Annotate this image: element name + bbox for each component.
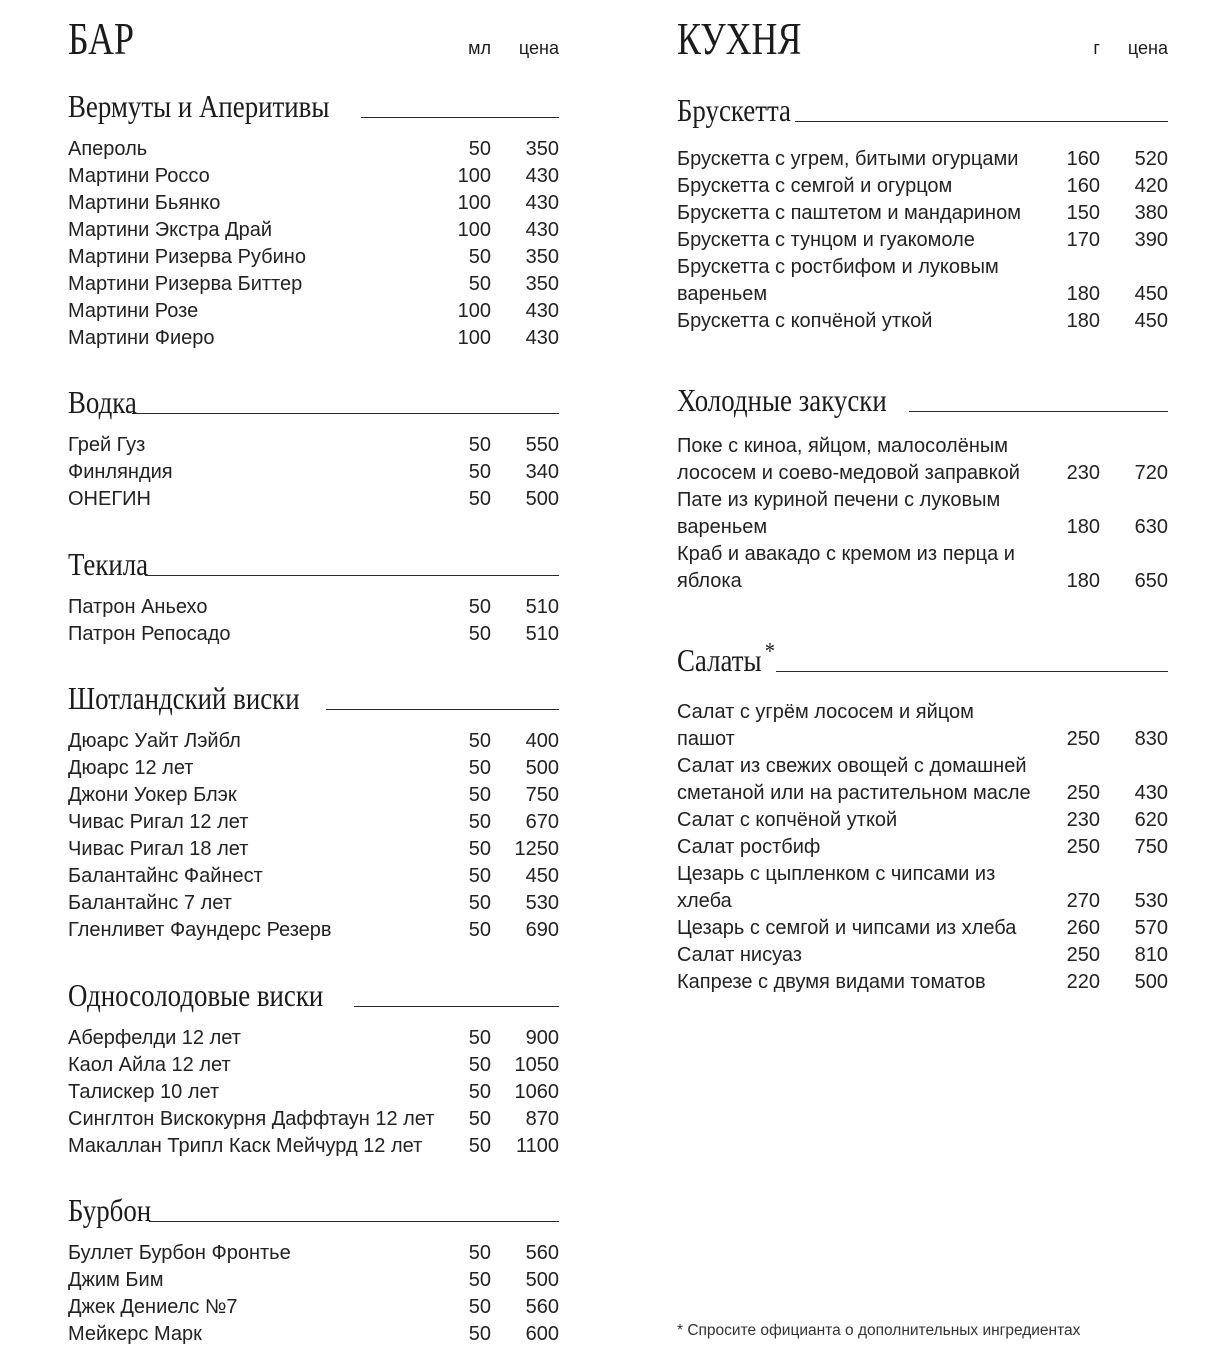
item-price: 430 [525, 327, 559, 349]
item-name: Мейкерс Марк [68, 1323, 202, 1345]
menu-item [677, 969, 1168, 996]
item-list [68, 1240, 559, 1348]
menu-item [68, 298, 559, 325]
menu-item [68, 163, 559, 190]
menu-item [677, 254, 1168, 308]
item-name: Цезарь с семгой и чипсами из хлеба [677, 917, 1017, 939]
item-name: Балантайнс 7 лет [68, 892, 232, 914]
section-bar-1 [68, 382, 559, 510]
item-quantity: 50 [468, 246, 491, 268]
section-kitchen-2 [677, 639, 1168, 993]
item-price: 430 [525, 165, 559, 187]
item-quantity: 50 [468, 730, 491, 752]
item-price: 500 [525, 1269, 559, 1291]
section-title-text: Вермуты и Аперитивы [68, 88, 330, 124]
item-quantity: 260 [1066, 917, 1100, 939]
item-quantity: 180 [1066, 310, 1100, 332]
item-name: Макаллан Трипл Каск Мейчурд 12 лет [68, 1135, 423, 1157]
item-name: Мартини Россо [68, 165, 210, 187]
menu-item [68, 459, 559, 486]
item-name: Поке с киноа, яйцом, малосолёным лососем и соево-медовой заправкой [677, 435, 1020, 484]
section-bar-3 [68, 678, 559, 941]
item-price: 530 [525, 892, 559, 914]
bar-header [68, 12, 559, 72]
item-price: 430 [1134, 782, 1168, 804]
menu-item [677, 433, 1168, 487]
item-price: 510 [525, 623, 559, 645]
item-quantity: 50 [468, 1054, 491, 1076]
section-title [68, 979, 323, 1011]
section-kitchen-1 [677, 380, 1168, 592]
item-quantity: 150 [1066, 202, 1100, 224]
menu-item [677, 173, 1168, 200]
menu-item [68, 728, 559, 755]
item-name: Чивас Ригал 18 лет [68, 838, 249, 860]
menu-item [68, 1106, 559, 1133]
item-price: 1060 [514, 1081, 559, 1103]
section-title-text: Односолодовые виски [68, 977, 324, 1013]
menu-item [68, 1079, 559, 1106]
menu-item [68, 836, 559, 863]
item-name: Синглтон Вискокурня Даффтаун 12 лет [68, 1108, 435, 1130]
item-price: 600 [525, 1323, 559, 1345]
bar-qty-header: мл [468, 38, 491, 58]
menu-item [68, 325, 559, 352]
item-quantity: 50 [468, 757, 491, 779]
item-quantity: 50 [468, 865, 491, 887]
item-price: 520 [1134, 148, 1168, 170]
menu-item [68, 621, 559, 648]
menu-item [68, 190, 559, 217]
item-quantity: 250 [1066, 836, 1100, 858]
menu-item [68, 432, 559, 459]
section-title-text: Текила [68, 546, 149, 582]
item-quantity: 160 [1066, 148, 1100, 170]
menu-item [68, 271, 559, 298]
section-header [677, 380, 1168, 416]
section-title-text: Холодные закуски [677, 382, 887, 418]
item-price: 750 [1134, 836, 1168, 858]
section-header [68, 544, 559, 580]
item-list [68, 432, 559, 513]
section-title-text: Бурбон [68, 1192, 152, 1228]
item-name: Мартини Ризерва Биттер [68, 273, 303, 295]
item-list [677, 433, 1168, 595]
item-name: Каол Айла 12 лет [68, 1054, 231, 1076]
section-title-text: Водка [68, 384, 137, 420]
item-name: Брускетта с паштетом и мандарином [677, 202, 1021, 224]
menu-item [68, 890, 559, 917]
item-quantity: 50 [468, 1269, 491, 1291]
item-quantity: 170 [1066, 229, 1100, 251]
item-name: Финляндия [68, 461, 173, 483]
item-quantity: 230 [1066, 462, 1100, 484]
menu-item [68, 244, 559, 271]
menu-item [677, 807, 1168, 834]
item-price: 430 [525, 192, 559, 214]
item-price: 380 [1134, 202, 1168, 224]
menu-item [68, 1321, 559, 1348]
item-price: 350 [525, 246, 559, 268]
item-list [68, 136, 559, 352]
menu-item [677, 487, 1168, 541]
section-bar-0 [68, 86, 559, 349]
item-price: 1050 [514, 1054, 559, 1076]
item-price: 510 [525, 596, 559, 618]
item-quantity: 50 [468, 623, 491, 645]
section-divider [909, 411, 1168, 412]
menu-item [68, 1267, 559, 1294]
menu-item [68, 917, 559, 944]
section-title [677, 94, 791, 126]
section-divider [776, 671, 1168, 672]
menu-item [677, 834, 1168, 861]
section-kitchen-0 [677, 90, 1168, 332]
section-divider [326, 709, 559, 710]
item-quantity: 50 [468, 1296, 491, 1318]
item-price: 560 [525, 1296, 559, 1318]
item-name: Мартини Бьянко [68, 192, 221, 214]
item-quantity: 50 [468, 273, 491, 295]
item-name: Краб и авакадо с кремом из перца и яблока [677, 543, 1015, 592]
menu-item [68, 136, 559, 163]
menu-item [677, 915, 1168, 942]
item-name: Капрезе с двумя видами томатов [677, 971, 986, 993]
item-price: 630 [1134, 516, 1168, 538]
section-divider [361, 117, 559, 118]
section-header [68, 1190, 559, 1226]
menu-item [68, 1052, 559, 1079]
item-quantity: 50 [468, 1323, 491, 1345]
section-title [68, 90, 329, 122]
section-divider [354, 1006, 559, 1007]
item-price: 870 [525, 1108, 559, 1130]
item-quantity: 50 [468, 1242, 491, 1264]
item-quantity: 50 [468, 1108, 491, 1130]
item-price: 400 [525, 730, 559, 752]
item-name: Балантайнс Файнест [68, 865, 263, 887]
item-name: Грей Гуз [68, 434, 146, 456]
item-name: Брускетта с копчёной уткой [677, 310, 933, 332]
item-name: Мартини Экстра Драй [68, 219, 273, 241]
menu-item [68, 1025, 559, 1052]
menu-item [677, 227, 1168, 254]
item-quantity: 50 [468, 784, 491, 806]
kitchen-price-header: цена [1127, 38, 1168, 58]
section-title [68, 386, 137, 418]
item-price: 750 [525, 784, 559, 806]
item-price: 430 [525, 219, 559, 241]
item-quantity: 220 [1066, 971, 1100, 993]
item-price: 350 [525, 273, 559, 295]
item-list [68, 1025, 559, 1160]
section-divider [132, 413, 559, 414]
item-name: Мартини Ризерва Рубино [68, 246, 306, 268]
section-title-text: Шотландский виски [68, 680, 300, 716]
menu-item [68, 782, 559, 809]
item-quantity: 180 [1066, 570, 1100, 592]
asterisk-mark: * [764, 639, 775, 665]
menu-item [68, 1240, 559, 1267]
item-quantity: 100 [457, 192, 491, 214]
kitchen-header [677, 12, 1168, 72]
item-name: Дюарс 12 лет [68, 757, 194, 779]
kitchen-title: КУХНЯ [677, 13, 802, 64]
item-price: 570 [1134, 917, 1168, 939]
item-name: Брускетта с ростбифом и луковым вареньем [677, 256, 999, 305]
item-name: Мартини Розе [68, 300, 199, 322]
item-list [68, 728, 559, 944]
item-quantity: 250 [1066, 944, 1100, 966]
section-title [68, 682, 300, 714]
menu-item [68, 809, 559, 836]
item-price: 390 [1134, 229, 1168, 251]
menu-item [677, 942, 1168, 969]
item-price: 810 [1134, 944, 1168, 966]
item-quantity: 230 [1066, 809, 1100, 831]
item-quantity: 50 [468, 919, 491, 941]
menu-item [68, 863, 559, 890]
section-title-text: Брускетта [677, 92, 791, 128]
item-price: 1100 [515, 1135, 559, 1157]
item-quantity: 50 [468, 596, 491, 618]
section-title [68, 1194, 151, 1226]
menu-item [68, 486, 559, 513]
section-header [677, 640, 1168, 676]
item-name: Салат с копчёной уткой [677, 809, 898, 831]
menu-item [68, 1133, 559, 1160]
item-price: 530 [1134, 890, 1168, 912]
item-price: 690 [525, 919, 559, 941]
section-title [68, 548, 148, 580]
footnote: * Спросите официанта о дополнительных ингредиентах [677, 1322, 1081, 1339]
item-quantity: 50 [468, 1135, 491, 1157]
item-quantity: 50 [468, 461, 491, 483]
item-name: Брускетта с семгой и огурцом [677, 175, 953, 197]
item-price: 420 [1134, 175, 1168, 197]
section-divider [795, 121, 1168, 122]
section-bar-4 [68, 975, 559, 1157]
item-quantity: 100 [457, 165, 491, 187]
item-list [677, 146, 1168, 335]
item-name: Салат с угрём лососем и яйцом пашот [677, 701, 974, 750]
section-header [68, 86, 559, 122]
item-name: Салат нисуаз [677, 944, 802, 966]
item-price: 340 [525, 461, 559, 483]
item-quantity: 50 [468, 488, 491, 510]
menu-item [677, 753, 1168, 807]
item-quantity: 50 [468, 1027, 491, 1049]
item-list [677, 699, 1168, 996]
menu-item [68, 217, 559, 244]
item-price: 650 [1134, 570, 1168, 592]
section-divider [145, 575, 559, 576]
item-quantity: 270 [1066, 890, 1100, 912]
item-quantity: 250 [1066, 728, 1100, 750]
item-name: Аберфелди 12 лет [68, 1027, 241, 1049]
item-name: Джони Уокер Блэк [68, 784, 237, 806]
item-quantity: 100 [457, 219, 491, 241]
item-name: Пате из куриной печени с луковым вареньем [677, 489, 1001, 538]
item-price: 450 [525, 865, 559, 887]
item-name: Патрон Репосадо [68, 623, 231, 645]
item-name: Джим Бим [68, 1269, 164, 1291]
section-bar-2 [68, 544, 559, 645]
kitchen-qty-header: г [1093, 38, 1100, 58]
item-price: 500 [525, 488, 559, 510]
item-name: Буллет Бурбон Фронтье [68, 1242, 291, 1264]
section-title-text: Салаты [677, 642, 762, 678]
menu-item [68, 1294, 559, 1321]
item-price: 720 [1134, 462, 1168, 484]
item-price: 450 [1134, 283, 1168, 305]
menu-item [68, 755, 559, 782]
item-price: 450 [1134, 310, 1168, 332]
item-price: 900 [525, 1027, 559, 1049]
item-quantity: 50 [468, 1081, 491, 1103]
item-name: Дюарс Уайт Лэйбл [68, 730, 241, 752]
menu-item [677, 861, 1168, 915]
bar-title: БАР [68, 13, 135, 64]
section-header [677, 90, 1168, 126]
item-quantity: 180 [1066, 283, 1100, 305]
section-bar-5 [68, 1190, 559, 1345]
item-price: 500 [525, 757, 559, 779]
item-quantity: 50 [468, 892, 491, 914]
item-price: 550 [525, 434, 559, 456]
menu-item [677, 541, 1168, 595]
menu-item [677, 308, 1168, 335]
item-name: Гленливет Фаундерс Резерв [68, 919, 332, 941]
section-title [677, 384, 887, 416]
section-header [68, 382, 559, 418]
item-name: Брускетта с тунцом и гуакомоле [677, 229, 975, 251]
item-name: Брускетта с угрем, битыми огурцами [677, 148, 1019, 170]
item-name: Салат ростбиф [677, 836, 821, 858]
item-quantity: 100 [457, 327, 491, 349]
item-price: 350 [525, 138, 559, 160]
item-name: Апероль [68, 138, 148, 160]
item-name: Джек Дениелс №7 [68, 1296, 238, 1318]
item-name: Мартини Фиеро [68, 327, 215, 349]
item-quantity: 50 [468, 434, 491, 456]
item-quantity: 50 [468, 838, 491, 860]
item-quantity: 50 [468, 811, 491, 833]
item-list [68, 594, 559, 648]
item-name: Патрон Аньехо [68, 596, 208, 618]
menu-item [677, 200, 1168, 227]
menu-item [677, 146, 1168, 173]
item-name: Салат из свежих овощей с домашней сметаной или на растительном масле [677, 755, 1031, 804]
item-price: 500 [1134, 971, 1168, 993]
item-price: 560 [525, 1242, 559, 1264]
item-name: Чивас Ригал 12 лет [68, 811, 249, 833]
item-quantity: 100 [457, 300, 491, 322]
item-name: ОНЕГИН [68, 488, 151, 510]
item-name: Талискер 10 лет [68, 1081, 220, 1103]
item-price: 1250 [514, 838, 559, 860]
item-quantity: 160 [1066, 175, 1100, 197]
section-title [677, 636, 775, 676]
item-quantity: 180 [1066, 516, 1100, 538]
section-header [68, 678, 559, 714]
item-price: 670 [525, 811, 559, 833]
menu-item [677, 699, 1168, 753]
section-header [68, 975, 559, 1011]
item-price: 830 [1134, 728, 1168, 750]
section-divider [149, 1221, 559, 1222]
item-quantity: 50 [468, 138, 491, 160]
item-name: Цезарь с цыпленком с чипсами из хлеба [677, 863, 996, 912]
bar-price-header: цена [518, 38, 559, 58]
item-price: 620 [1134, 809, 1168, 831]
item-price: 430 [525, 300, 559, 322]
menu-item [68, 594, 559, 621]
item-quantity: 250 [1066, 782, 1100, 804]
